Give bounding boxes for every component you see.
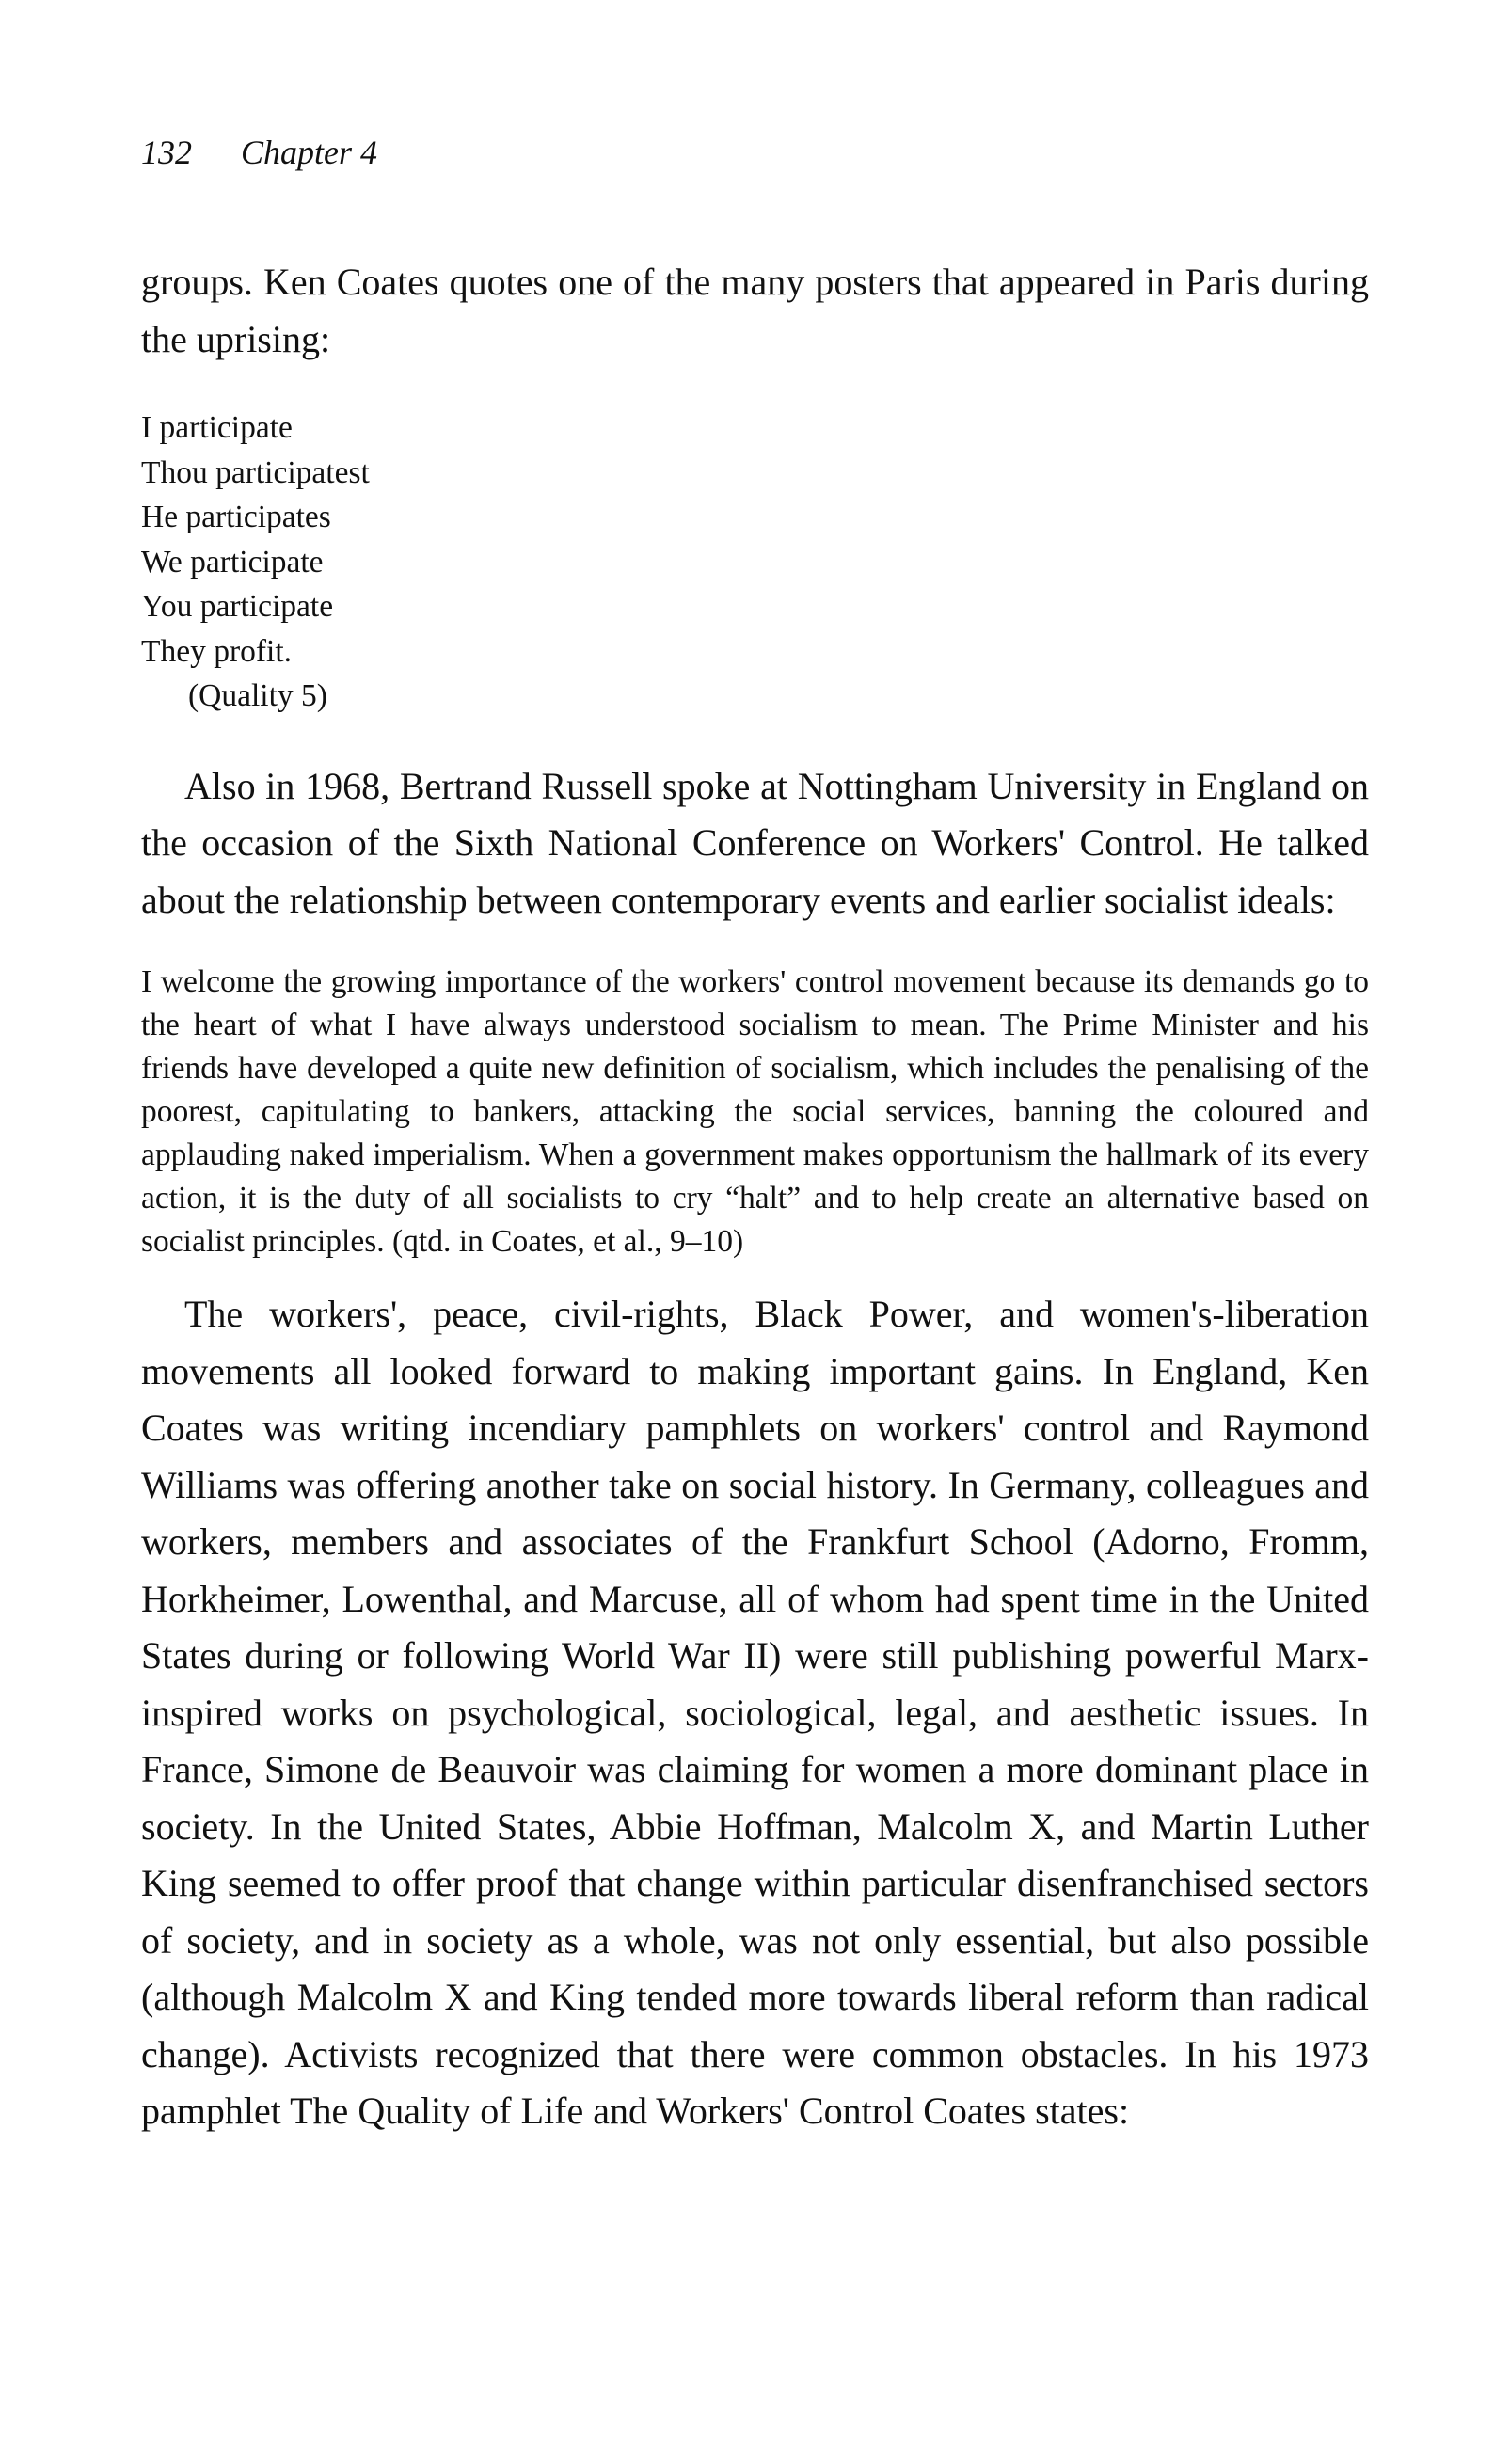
poster-line: We participate (141, 544, 324, 580)
russell-block-quote: I welcome the growing importance of the workers' control movement because its demands go to the heart of what I have always understood socialism to mean. The Prime Minister and his friends have developed a quite new definition of socialism, which includes the penalising of the poorest, capitulating to bankers, attacking the social services, banning the coloured and applauding naked imperialism. When a government makes opportunism the hallmark of its every action, it is the duty of all socialists to cry “halt” and to help create an alternative based on socialist principles. (qtd. in Coates, et al., 9–10) (141, 964, 1369, 1259)
poster-line: Thou participatest (141, 454, 370, 490)
poster-line: They profit. (141, 633, 293, 669)
running-head (141, 132, 1369, 173)
page-number: 132 (141, 134, 192, 171)
poster-line: You participate (141, 589, 334, 624)
chapter-title: Chapter 4 (241, 134, 378, 171)
paragraph-russell: Also in 1968, Bertrand Russell spoke at Nottingham University in England on the occasion of the Sixth National Conference on Workers' Control. He talked about the relationship between contemporary events and earlier socialist ideals: (141, 764, 1369, 921)
paragraph-intro: groups. Ken Coates quotes one of the many posters that appeared in Paris during the uprising: (141, 261, 1369, 360)
book-page (141, 132, 1369, 2140)
poster-citation: (Quality 5) (188, 678, 327, 713)
paragraph-movements: The workers', peace, civil-rights, Black Power, and women's-liberation movements all looked forward to making important gains. In England, Ken Coates was writing incendiary pamphlets on workers' control and Raymond Williams was offering another take on social history. In Germany, colleagues and workers, members and associates of the Frankfurt School (Adorno, Fromm, Horkheimer, Lowenthal, and Marcuse, all of whom had spent time in the United States during or following World War II) were still publishing powerful Marx-inspired works on psychological, sociological, legal, and aesthetic issues. In France, Simone de Beauvoir was claiming for women a more dominant place in society. In the United States, Abbie Hoffman, Malcolm X, and Martin Luther King seemed to offer proof that change within particular disenfranchised sectors of society, and in society as a whole, was not only essential, but also possible (although Malcolm X and King tended more towards liberal reform than radical change). Activists recognized that there were common obstacles. In his 1973 pamphlet The Quality of Life and Workers' Control Coates states: (141, 1293, 1369, 2132)
poster-line: He participates (141, 500, 331, 534)
poster-line: I participate (141, 410, 293, 445)
poster-quote (141, 405, 1369, 719)
